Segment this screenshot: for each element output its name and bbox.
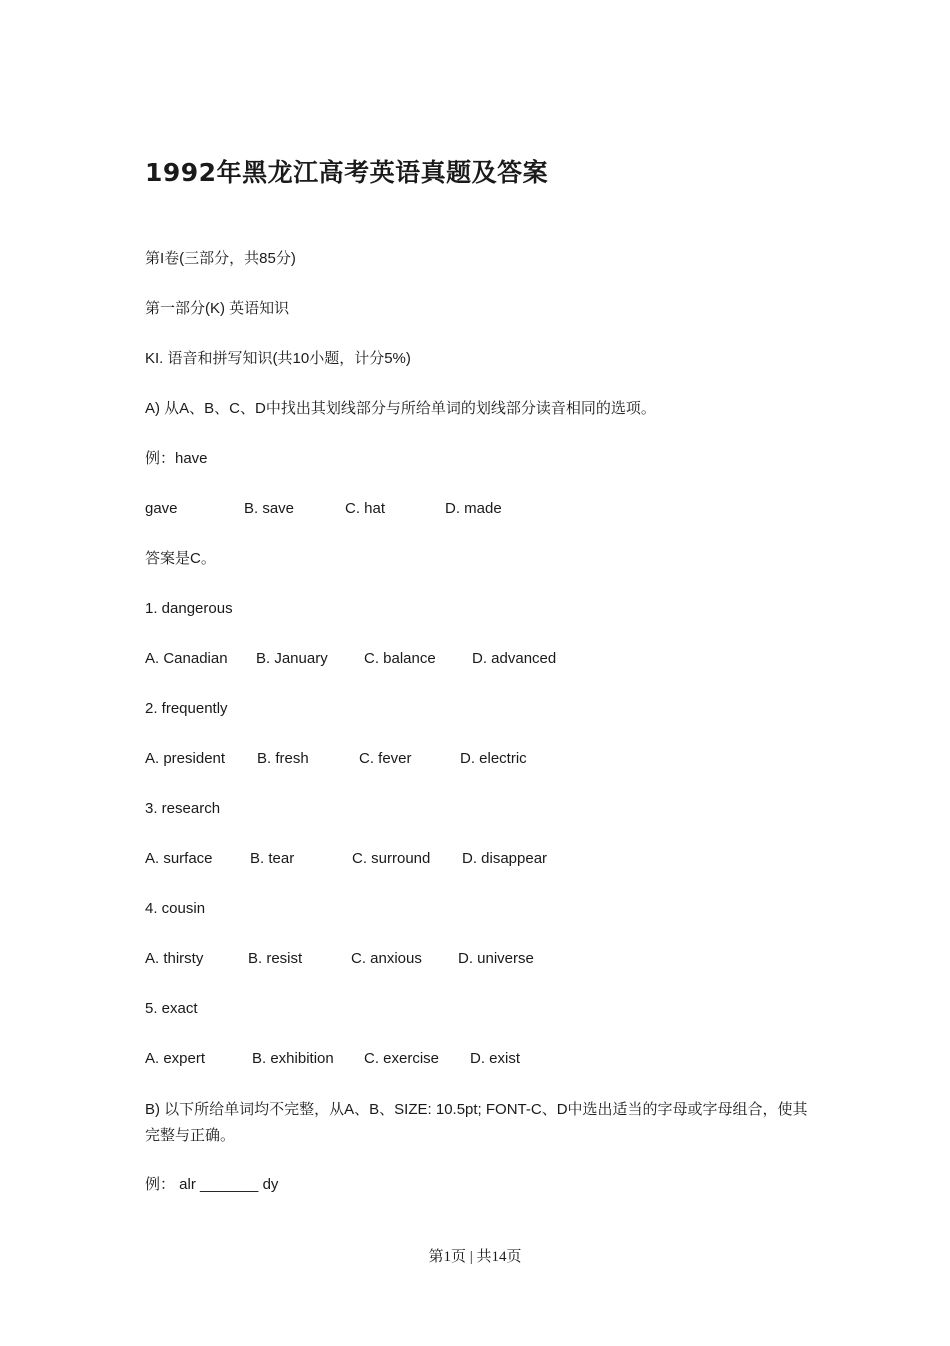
section-one-heading: 第一部分(K) 英语知识 [145,300,290,317]
question-option: A. Canadian [145,650,228,667]
paper-part-heading: 第I卷(三部分，共85分) [145,250,296,267]
example-answer: 答案是C。 [145,550,216,567]
question-stem: 4. cousin [145,900,206,917]
question-option: C. exercise [364,1050,440,1067]
question-option: B. resist [248,950,303,967]
question-option: C. fever [359,750,412,767]
question-option: D. disappear [462,850,548,867]
question-option: A. thirsty [145,950,204,967]
instruction-a: A) 从A、B、C、D中找出其划线部分与所给单词的划线部分读音相同的选项。 [145,400,656,417]
subsection-heading: KI. 语音和拼写知识(共10小题，计分5%) [145,350,411,367]
question-option: A. expert [145,1050,206,1067]
question-option: D. electric [460,750,527,767]
question-option: B. tear [250,850,295,867]
question-stem: 5. exact [145,1000,198,1017]
page-footer: 第1页 | 共14页 [428,1249,522,1265]
question-option: C. surround [352,850,431,867]
question-option: C. anxious [351,950,422,967]
question-option: B. fresh [257,750,309,767]
question-stem: 3. research [145,800,221,817]
document-title: 1992年黑龙江高考英语真题及答案 [145,158,549,187]
question-option: C. balance [364,650,436,667]
example-b: 例： alr _______ dy [145,1176,279,1193]
example-label: 例：have [145,450,208,467]
question-option: D. universe [458,950,534,967]
question-option: B. January [256,650,328,667]
question-option: B. exhibition [252,1050,334,1067]
question-stem: 2. frequently [145,700,228,717]
instruction-b: B) 以下所给单词均不完整，从A、B、SIZE: 10.5pt; FONT-C、D中选出适当的字母或字母组合，使其完整与正确。 [145,1101,808,1144]
example-option: gave [145,500,178,517]
question-option: A. surface [145,850,213,867]
question-option: D. advanced [472,650,557,667]
question-option: A. president [145,750,226,767]
question-stem: 1. dangerous [145,600,233,617]
question-option: D. exist [470,1050,521,1067]
example-option: D. made [445,500,502,517]
example-option: C. hat [345,500,386,517]
example-option: B. save [244,500,295,517]
